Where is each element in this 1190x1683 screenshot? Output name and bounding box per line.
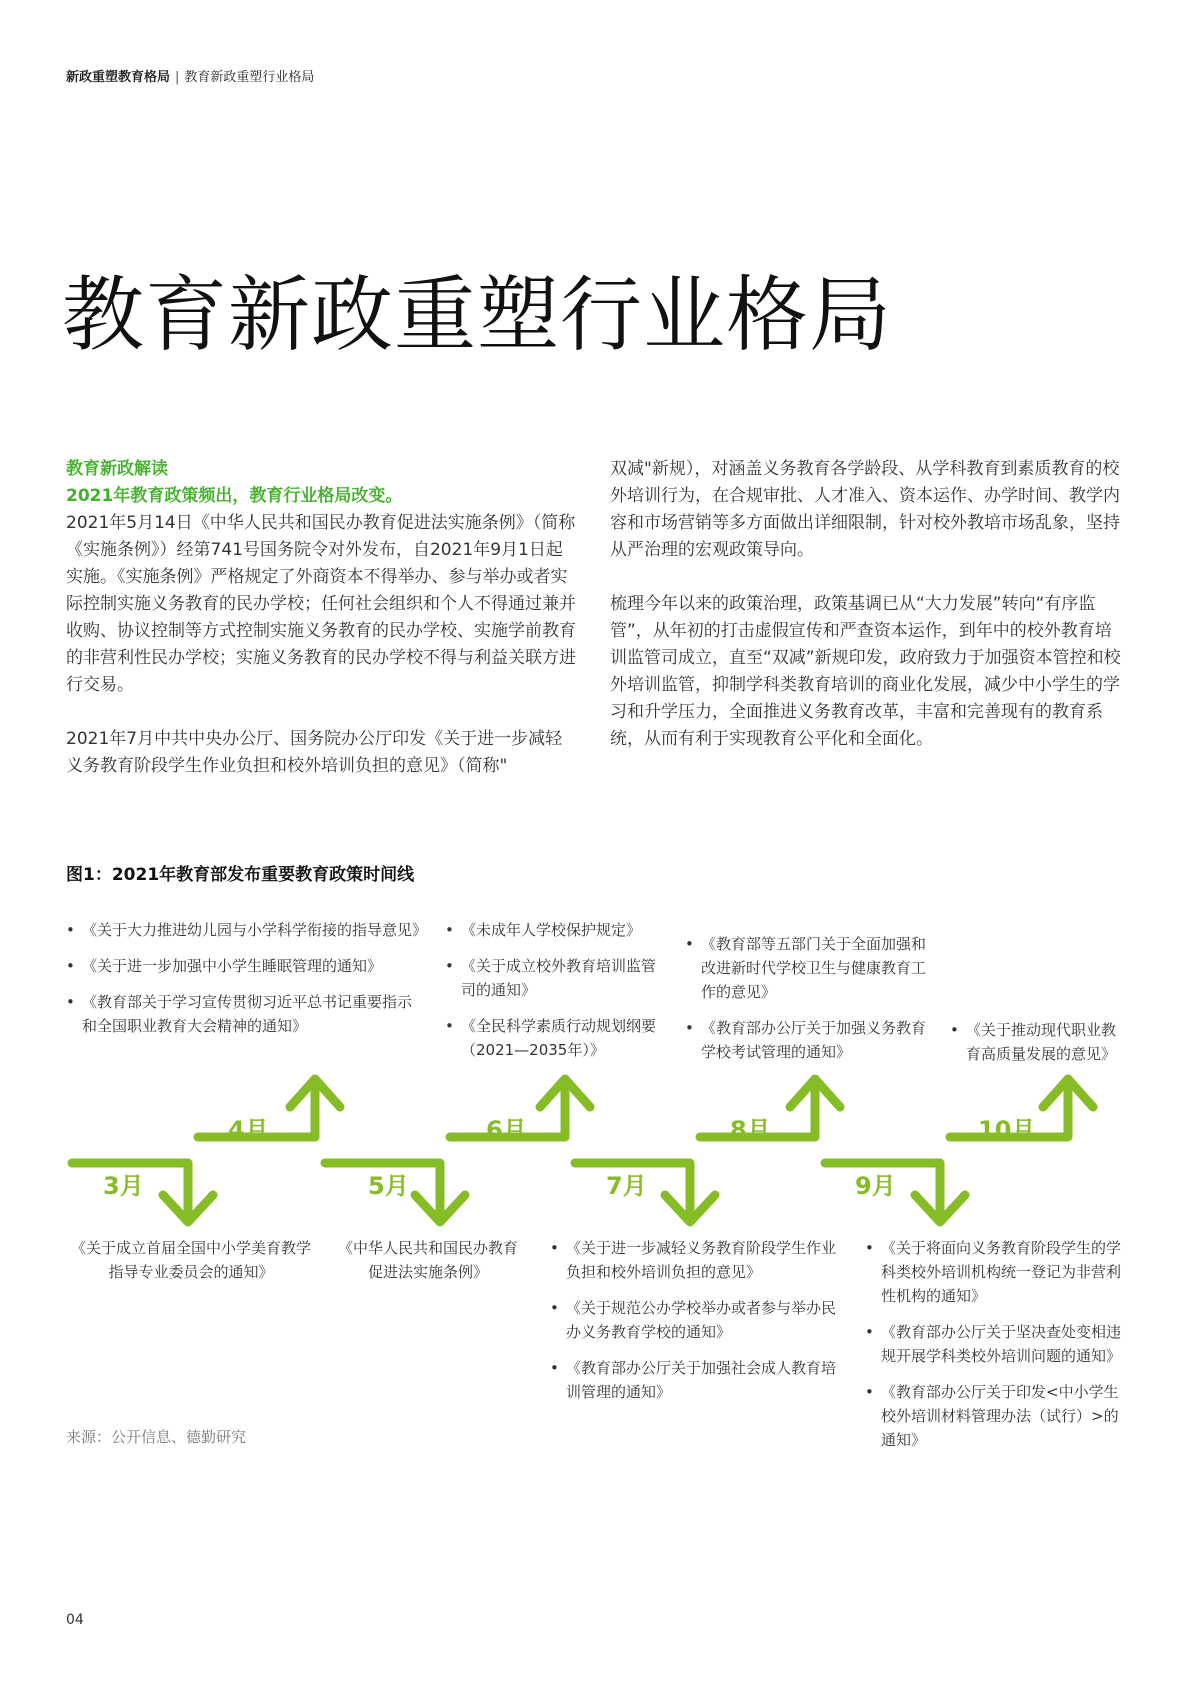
policy-item-may: 《中华人民共和国民办教育促进法实施条例》	[338, 1239, 519, 1281]
month-label-april: 4月	[228, 1116, 269, 1144]
month-label-may: 5月	[368, 1172, 409, 1200]
month-label-october: 10月	[978, 1116, 1036, 1144]
body-paragraph: 双减"新规），对涵盖义务教育各学龄段、从学科教育到素质教育的校外培训行为，在合规审批、人才准入、资本运作、办学时间、教学内容和市场营销等多方面做出详细限制，针对校外教培市场乱象，坚持从严治理的宏观政策导向。	[610, 459, 1120, 560]
month-label-september: 9月	[855, 1172, 896, 1200]
page-title: 教育新政重塑行业格局	[62, 268, 893, 363]
body-paragraph: 2021年7月中共中央办公厅、国务院办公厅印发《关于进一步减轻义务教育阶段学生作业负担和校外培训负担的意见》（简称"	[66, 729, 563, 776]
policy-item-march: 《关于成立首届全国中小学美育教学指导专业委员会的通知》	[70, 1239, 311, 1281]
list-item: • 《未成年人学校保护规定》	[445, 918, 670, 942]
list-item: • 《关于进一步减轻义务教育阶段学生作业负担和校外培训负担的意见》	[550, 1236, 840, 1284]
month-label-july: 7月	[606, 1172, 647, 1200]
running-header	[66, 66, 314, 85]
list-item: • 《教育部关于学习宣传贯彻习近平总书记重要指示和全国职业教育大会精神的通知》	[66, 990, 426, 1038]
list-item: • 《教育部等五部门关于全面加强和改进新时代学校卫生与健康教育工作的意见》	[685, 932, 930, 1004]
policy-list-june	[445, 918, 670, 1074]
list-item: • 《关于成立校外教育培训监管司的通知》	[445, 954, 670, 1002]
timeline-graphic	[0, 1065, 1190, 1240]
header-chapter: 教育新政重塑行业格局	[184, 70, 315, 85]
policy-list-july	[550, 1236, 840, 1416]
list-item: • 《全民科学素质行动规划纲要（2021—2035年）》	[445, 1014, 670, 1062]
list-item: • 《教育部办公厅关于加强义务教育学校考试管理的通知》	[685, 1016, 930, 1064]
list-item: • 《教育部办公厅关于坚决查处变相违规开展学科类校外培训问题的通知》	[865, 1320, 1130, 1368]
body-paragraph: 2021年5月14日《中华人民共和国民办教育促进法实施条例》（简称《实施条例》）经第741号国务院令对外发布，自2021年9月1日起实施。《实施条例》严格规定了外商资本不得举办、参与举办或者实际控制实施义务教育的民办学校；任何社会组织和个人不得通过兼并收购、协议控制等方式控制实施义务教育的民办学校、实施学前教育的非营利性民办学校；实施义务教育的民办学校不得与利益关联方进行交易。	[66, 513, 576, 695]
section-kicker: 教育新政解读	[66, 459, 168, 479]
figure-title: 图1：2021年教育部发布重要教育政策时间线	[66, 865, 415, 885]
policy-list-september	[865, 1236, 1130, 1464]
list-item: • 《关于将面向义务教育阶段学生的学科类校外培训机构统一登记为非营利性机构的通知》	[865, 1236, 1130, 1308]
month-label-august: 8月	[730, 1116, 771, 1144]
section-subhead: 2021年教育政策频出，教育行业格局改变。	[66, 486, 403, 506]
list-item: • 《关于规范公办学校举办或者参与举办民办义务教育学校的通知》	[550, 1296, 840, 1344]
header-section: 新政重塑教育格局	[66, 70, 171, 85]
list-item: • 《关于进一步加强中小学生睡眠管理的通知》	[66, 954, 426, 978]
policy-list-august	[685, 932, 930, 1076]
page-number: 04	[66, 1612, 84, 1628]
right-column	[610, 456, 1125, 780]
left-column	[66, 456, 576, 807]
list-item: • 《教育部办公厅关于加强社会成人教育培训管理的通知》	[550, 1356, 840, 1404]
list-item: • 《教育部办公厅关于印发<中小学生校外培训材料管理办法（试行）>的通知》	[865, 1380, 1130, 1452]
list-item: • 《关于大力推进幼儿园与小学科学衔接的指导意见》	[66, 918, 426, 942]
body-paragraph: 梳理今年以来的政策治理，政策基调已从“大力发展”转向“有序监管”，从年初的打击虚假宣传和严查资本运作，到年中的校外教育培训监管司成立，直至“双减”新规印发，政府致力于加强资本管控和校外培训监管，抑制学科类教育培训的商业化发展，减少中小学生的学习和升学压力，全面推进义务教育改革，丰富和完善现有的教育系统，从而有利于实现教育公平化和全面化。	[610, 594, 1121, 749]
month-label-march: 3月	[103, 1172, 144, 1200]
figure-source: 来源：公开信息、德勤研究	[66, 1428, 247, 1446]
month-label-june: 6月	[486, 1116, 527, 1144]
list-item: • 《关于推动现代职业教育高质量发展的意见》	[950, 1018, 1130, 1066]
policy-list-march-april	[66, 918, 426, 1050]
header-separator: |	[175, 70, 180, 85]
